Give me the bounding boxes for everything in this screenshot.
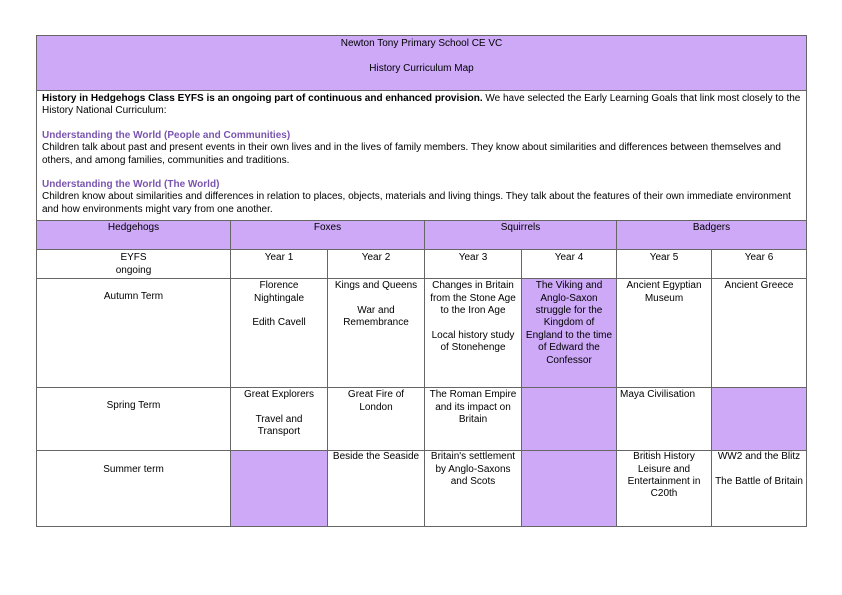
cell-topic: The Battle of Britain [715,476,803,488]
document-title: History Curriculum Map [369,63,474,74]
cell-topic: WW2 and the Blitz [717,451,801,463]
autumn-y3 [425,279,522,388]
spring-y6-empty [712,388,807,451]
year-eyfs-note: ongoing [115,264,152,276]
term-spring: Spring Term [37,388,231,451]
year-eyfs-label: EYFS [120,252,147,264]
spring-y3 [425,388,522,451]
year-2: Year 2 [328,250,425,279]
line-spacer [428,317,518,329]
intro-rest: We have selected the Early Learning Goals that link most closely to the History National Curriculum: [42,93,801,117]
cell-topic: Great Explorers [243,389,315,401]
autumn-y5 [617,279,712,388]
autumn-y2 [328,279,425,388]
cell-topic: Kings and Queens [334,280,418,292]
cell-topic: The Viking and Anglo-Saxon struggle for the Kingdom of England to the time of Edward the Confessor [525,280,613,366]
term-autumn: Autumn Term [37,279,231,388]
line-spacer [331,293,421,305]
year-1: Year 1 [231,250,328,279]
class-badgers: Badgers [617,221,807,250]
document-header [37,36,807,91]
year-5: Year 5 [617,250,712,279]
cell-topic: Changes in Britain from the Stone Age to the Iron Age [430,280,516,317]
class-squirrels: Squirrels [425,221,617,250]
summer-row [37,451,807,527]
spring-y5 [617,388,712,451]
term-summer: Summer term [37,451,231,527]
intro-lead: History in Hedgehogs Class EYFS is an ongoing part of continuous and enhanced provision. [42,93,483,104]
autumn-row [37,279,807,388]
summer-y2 [328,451,425,527]
spring-y2 [328,388,425,451]
cell-topic: Edith Cavell [252,317,306,329]
spring-row [37,388,807,451]
section1-text: Children talk about past and present events in their own lives and in the lives of family members. They know about similarities and differences between themselves and others, and among families, communities and traditions. [42,142,781,166]
section2-title: Understanding the World (The World) [42,179,220,191]
curriculum-document [36,35,806,527]
cell-topic: Britain's settlement by Anglo-Saxons and Scots [430,451,516,488]
autumn-y1 [231,279,328,388]
cell-topic: Ancient Egyptian Museum [626,280,702,304]
cell-topic: The Roman Empire and its impact on Britain [429,389,517,426]
year-6: Year 6 [712,250,807,279]
cell-topic: Ancient Greece [724,280,794,292]
year-3: Year 3 [425,250,522,279]
cell-topic: Beside the Seaside [332,451,420,463]
spring-y1 [231,388,328,451]
summer-y3 [425,451,522,527]
cell-topic: Travel and Transport [255,414,303,438]
school-name: Newton Tony Primary School CE VC [340,38,503,49]
summer-y4-empty [522,451,617,527]
class-hedgehogs: Hedgehogs [37,221,231,250]
class-foxes: Foxes [231,221,425,250]
year-4: Year 4 [522,250,617,279]
cell-topic: Great Fire of London [347,389,405,413]
line-spacer [234,402,324,414]
line-spacer [234,305,324,317]
cell-topic: War and Remembrance [343,305,409,329]
cell-topic: Maya Civilisation [620,389,696,401]
cell-topic: Local history study of Stonehenge [431,329,515,354]
line-spacer [715,464,803,476]
intro-paragraph [42,93,801,118]
intro-section [37,91,807,221]
cell-topic: Florence Nightingale [253,280,305,304]
autumn-y4 [522,279,617,388]
cell-topic: British History Leisure and Entertainment in C20th [627,451,701,500]
curriculum-table [36,35,807,527]
summer-y1-empty [231,451,328,527]
section2-text: Children know about similarities and differences in relation to places, objects, materials and living things. They talk about the features of their own immediate environment and how environments might vary from one another. [42,191,791,215]
year-eyfs [37,250,231,279]
section1-title: Understanding the World (People and Communities) [42,129,291,141]
autumn-y6 [712,279,807,388]
summer-y5 [617,451,712,527]
spring-y4-empty [522,388,617,451]
summer-y6 [712,451,807,527]
